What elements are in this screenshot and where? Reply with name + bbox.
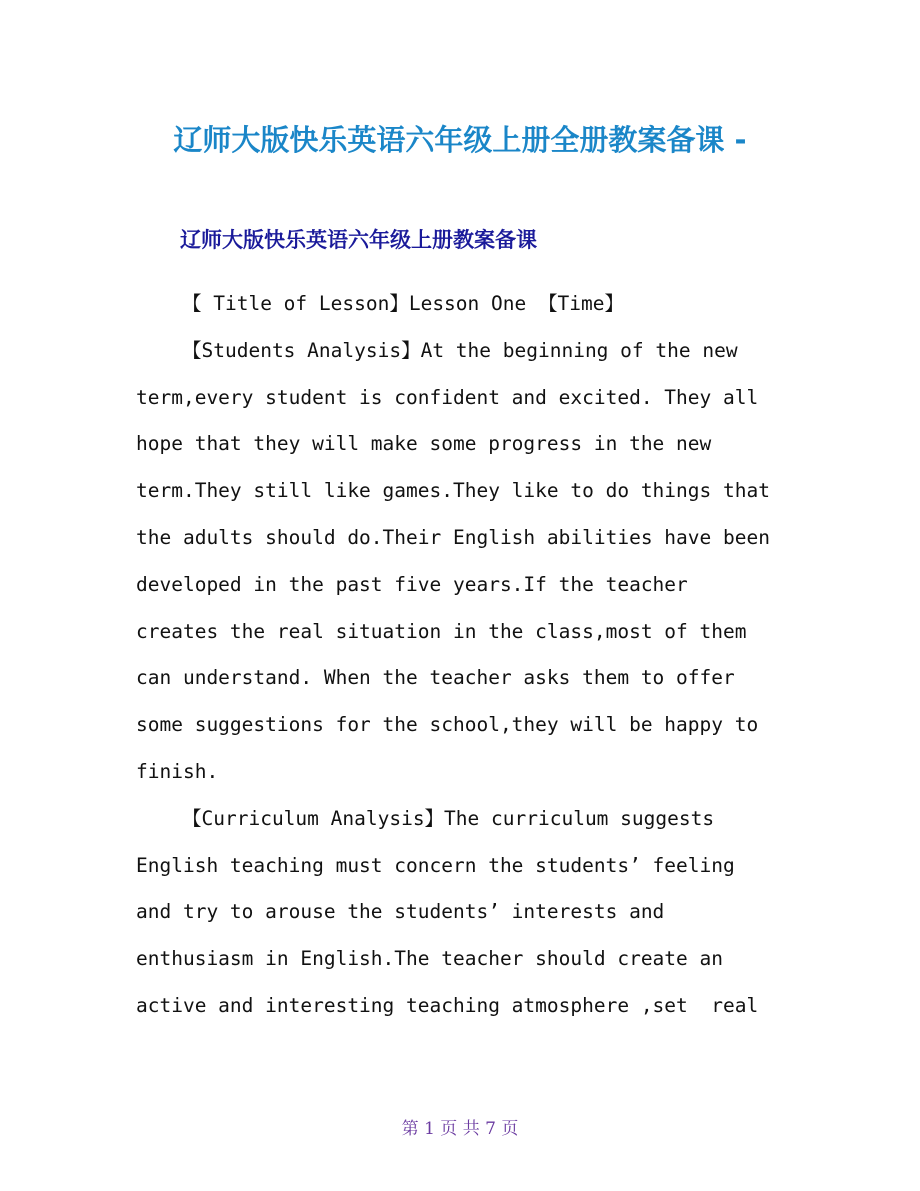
- body-line: the adults should do.Their English abilities have been: [136, 525, 770, 549]
- body-line: and try to arouse the students’ interests and: [136, 900, 665, 924]
- body-line: active and interesting teaching atmosphere ,set real: [136, 993, 759, 1017]
- body-line: finish.: [136, 759, 219, 783]
- document-subtitle: 辽师大版快乐英语六年级上册教案备课: [180, 228, 537, 252]
- body-line: some suggestions for the school,they will be happy to: [136, 713, 759, 737]
- body-line: enthusiasm in English.The teacher should create an: [136, 947, 723, 971]
- body-line: 【Curriculum Analysis】The curriculum suggests: [182, 806, 715, 830]
- page-footer: 第 1 页 共 7 页: [401, 1119, 519, 1139]
- body-line: creates the real situation in the class,most of them: [136, 619, 747, 643]
- body-line: term,every student is confident and excited. They all: [136, 385, 759, 409]
- body-line: 【 Title of Lesson】Lesson One 【Time】: [182, 292, 624, 315]
- body-line: term.They still like games.They like to do things that: [136, 479, 770, 503]
- body-line: 【Students Analysis】At the beginning of the new: [182, 338, 738, 362]
- body-line: hope that they will make some progress in the new: [136, 432, 712, 456]
- body-line: developed in the past five years.If the teacher: [136, 572, 688, 596]
- document-title: 辽师大版快乐英语六年级上册全册教案备课 -: [173, 123, 747, 157]
- body-line: can understand. When the teacher asks them to offer: [136, 666, 735, 690]
- body-line: English teaching must concern the students’ feeling: [136, 853, 735, 877]
- document-body: [136, 281, 796, 1030]
